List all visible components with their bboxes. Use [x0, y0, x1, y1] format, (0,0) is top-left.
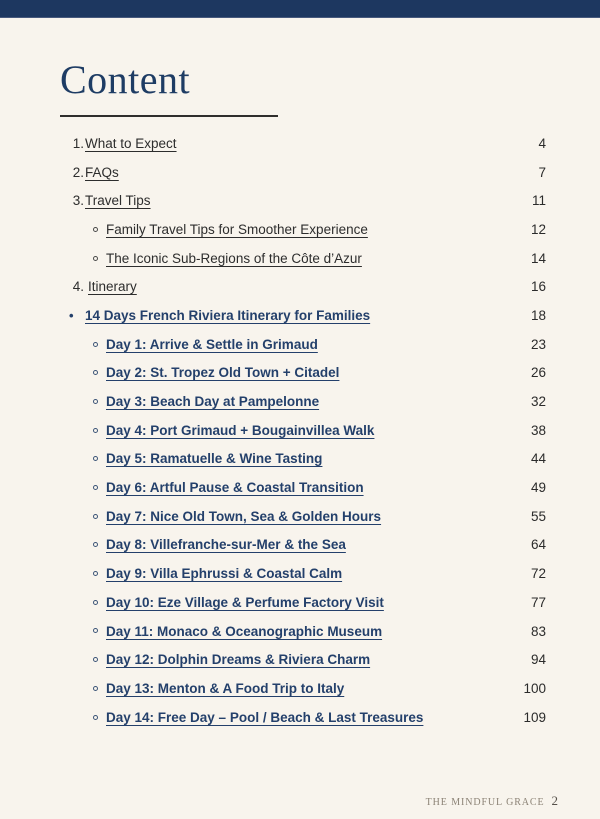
- toc-row: [60, 186, 546, 215]
- toc-page-number: 94: [530, 652, 546, 668]
- toc-link[interactable]: Day 2: St. Tropez Old Town + Citadel: [106, 365, 340, 381]
- circle-bullet-icon: [93, 423, 105, 438]
- circle-bullet-icon: [93, 485, 98, 490]
- circle-bullet-icon: [93, 595, 105, 610]
- list-number-marker: 2.: [72, 164, 84, 180]
- circle-bullet-icon: [93, 537, 105, 552]
- circle-bullet-icon: [93, 681, 105, 696]
- circle-bullet-icon: [93, 710, 105, 725]
- circle-bullet-icon: [93, 571, 98, 576]
- toc-page-number: 44: [530, 451, 546, 467]
- circle-bullet-icon: [93, 256, 98, 261]
- toc-entry: [60, 423, 374, 438]
- list-number-marker: 1.: [72, 135, 84, 151]
- toc-link[interactable]: FAQs: [85, 164, 119, 180]
- toc-entry: [60, 222, 368, 237]
- circle-bullet-icon: [93, 456, 98, 461]
- circle-bullet-icon: [93, 686, 98, 691]
- toc-page-number: 14: [530, 250, 546, 266]
- toc-page-number: 4: [538, 135, 546, 151]
- toc-link[interactable]: 14 Days French Riviera Itinerary for Families: [85, 307, 371, 323]
- toc-page-number: 12: [530, 221, 546, 237]
- toc-entry: [60, 537, 346, 552]
- toc-row: [60, 129, 546, 158]
- toc-entry: [60, 566, 342, 581]
- toc-entry: [60, 365, 339, 380]
- page-title: Content: [60, 57, 191, 102]
- toc-entry: [60, 279, 137, 294]
- toc-link[interactable]: Day 10: Eze Village & Perfume Factory Visit: [106, 594, 384, 610]
- circle-bullet-icon: [93, 337, 105, 352]
- toc-link[interactable]: Travel Tips: [85, 193, 151, 209]
- toc-row: [60, 645, 546, 674]
- toc-row: [60, 531, 546, 560]
- circle-bullet-icon: [93, 480, 105, 495]
- toc-row: [60, 445, 546, 474]
- toc-page-number: 109: [523, 709, 546, 725]
- toc-page-number: 11: [531, 193, 546, 209]
- toc-entry: [60, 624, 382, 639]
- toc-row: [60, 588, 546, 617]
- toc-page: [0, 57, 600, 819]
- toc-page-number: 38: [530, 422, 546, 438]
- circle-bullet-icon: [93, 222, 105, 237]
- toc-entry: [60, 337, 318, 352]
- footer-brand: THE MINDFUL GRACE: [425, 797, 545, 808]
- toc-link[interactable]: Day 8: Villefranche-sur-Mer & the Sea: [106, 537, 346, 553]
- title-underline: [60, 115, 278, 117]
- circle-bullet-icon: [93, 542, 98, 547]
- bullet-icon: •: [69, 307, 74, 323]
- circle-bullet-icon: [93, 251, 105, 266]
- toc-link[interactable]: Day 14: Free Day – Pool / Beach & Last Treasures: [106, 709, 424, 725]
- circle-bullet-icon: [93, 652, 105, 667]
- page-footer: [426, 793, 558, 809]
- toc-page-number: 7: [538, 164, 546, 180]
- toc-row: [60, 703, 546, 732]
- toc-link[interactable]: Day 13: Menton & A Food Trip to Italy: [106, 680, 345, 696]
- toc-link[interactable]: Day 9: Villa Ephrussi & Coastal Calm: [106, 566, 343, 582]
- circle-bullet-icon: [93, 227, 98, 232]
- toc-link[interactable]: Day 4: Port Grimaud + Bougainvillea Walk: [106, 422, 375, 438]
- toc-page-number: 26: [530, 365, 546, 381]
- toc-entry: [60, 165, 119, 180]
- toc-link[interactable]: Itinerary: [88, 279, 137, 295]
- toc-page-number: 72: [530, 566, 546, 582]
- toc-row: [60, 559, 546, 588]
- circle-bullet-icon: [93, 365, 105, 380]
- toc-link[interactable]: Day 6: Artful Pause & Coastal Transition: [106, 480, 364, 496]
- toc-page-number: 100: [523, 680, 546, 696]
- circle-bullet-icon: [93, 600, 98, 605]
- toc-row: [60, 158, 546, 187]
- circle-bullet-icon: [93, 370, 98, 375]
- toc-link[interactable]: Day 7: Nice Old Town, Sea & Golden Hours: [106, 508, 382, 524]
- toc-row: [60, 502, 546, 531]
- toc-link[interactable]: What to Expect: [85, 135, 177, 151]
- toc-page-number: 23: [530, 336, 546, 352]
- toc-entry: [60, 710, 423, 725]
- circle-bullet-icon: [93, 624, 105, 639]
- footer-page-number: 2: [551, 793, 558, 808]
- toc-row: [60, 272, 546, 301]
- toc-entry: [60, 308, 370, 323]
- circle-bullet-icon: [93, 399, 98, 404]
- circle-bullet-icon: [93, 514, 98, 519]
- toc-row: [60, 244, 546, 273]
- toc-row: [60, 416, 546, 445]
- table-of-contents: [60, 129, 546, 731]
- toc-row: [60, 359, 546, 388]
- toc-row: [60, 473, 546, 502]
- toc-entry: [60, 251, 362, 266]
- circle-bullet-icon: [93, 509, 105, 524]
- toc-link[interactable]: Day 11: Monaco & Oceanographic Museum: [106, 623, 383, 639]
- toc-link[interactable]: Day 3: Beach Day at Pampelonne: [106, 394, 320, 410]
- toc-link[interactable]: Day 12: Dolphin Dreams & Riviera Charm: [106, 652, 371, 668]
- toc-link[interactable]: The Iconic Sub-Regions of the Côte d’Azur: [106, 250, 362, 266]
- circle-bullet-icon: [93, 657, 98, 662]
- toc-page-number: 49: [530, 480, 546, 496]
- toc-page-number: 18: [530, 307, 546, 323]
- toc-entry: [60, 394, 319, 409]
- toc-link[interactable]: Family Travel Tips for Smoother Experience: [106, 221, 368, 237]
- toc-entry: [60, 193, 151, 208]
- toc-row: [60, 674, 546, 703]
- toc-page-number: 77: [530, 594, 546, 610]
- toc-entry: [60, 595, 384, 610]
- toc-page-number: 16: [530, 279, 546, 295]
- toc-entry: [60, 136, 177, 151]
- toc-row: [60, 330, 546, 359]
- toc-entry: [60, 451, 322, 466]
- circle-bullet-icon: [93, 628, 98, 633]
- toc-page-number: 64: [530, 537, 546, 553]
- circle-bullet-icon: [93, 394, 105, 409]
- toc-row: [60, 617, 546, 646]
- toc-row: [60, 301, 546, 330]
- list-number-marker: 4.: [72, 279, 84, 295]
- toc-row: [60, 215, 546, 244]
- circle-bullet-icon: [93, 342, 98, 347]
- circle-bullet-icon: [93, 451, 105, 466]
- top-banner: [0, 0, 600, 18]
- circle-bullet-icon: [93, 428, 98, 433]
- toc-page-number: 32: [530, 394, 546, 410]
- toc-entry: [60, 509, 381, 524]
- toc-link[interactable]: Day 5: Ramatuelle & Wine Tasting: [106, 451, 323, 467]
- toc-entry: [60, 681, 344, 696]
- toc-row: [60, 387, 546, 416]
- toc-page-number: 55: [530, 508, 546, 524]
- circle-bullet-icon: [93, 715, 98, 720]
- toc-link[interactable]: Day 1: Arrive & Settle in Grimaud: [106, 336, 318, 352]
- toc-entry: [60, 652, 370, 667]
- toc-entry: [60, 480, 364, 495]
- toc-page-number: 83: [530, 623, 546, 639]
- list-number-marker: 3.: [72, 193, 84, 209]
- circle-bullet-icon: [93, 566, 105, 581]
